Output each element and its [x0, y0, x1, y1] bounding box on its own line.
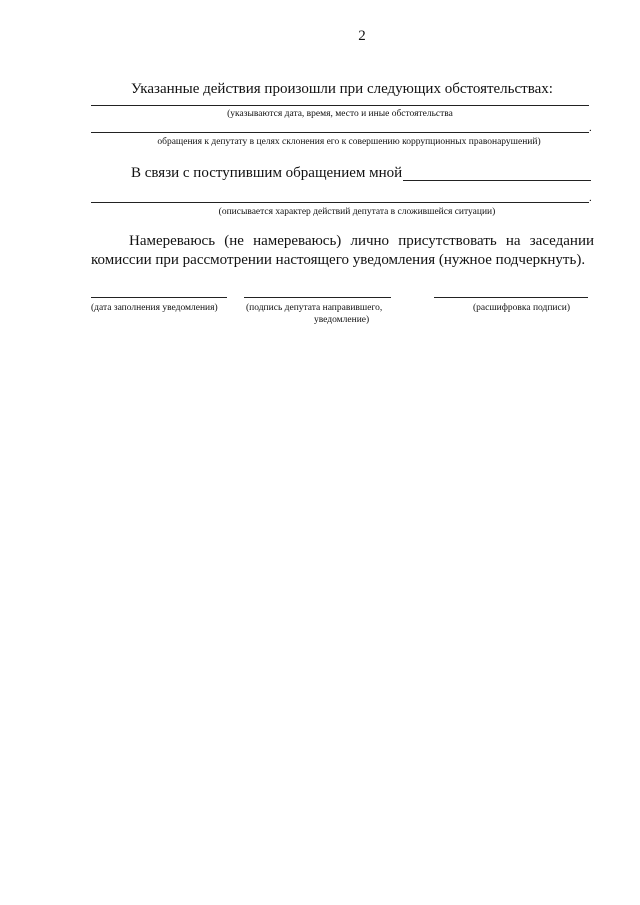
signature-caption-2: уведомление): [314, 315, 370, 325]
appeal-line-2-period: .: [589, 192, 592, 204]
date-caption: (дата заполнения уведомления): [91, 303, 218, 313]
appeal-line-1[interactable]: [403, 180, 591, 181]
circumstances-caption-2: обращения к депутату в целях склонения его к совершению коррупционных правонарушений): [157, 137, 541, 147]
circumstances-caption-1: (указываются дата, время, место и иные обстоятельства: [227, 109, 453, 119]
page-number: 2: [358, 28, 366, 44]
decoding-line[interactable]: [434, 297, 588, 298]
appeal-intro-text: В связи с поступившим обращением мной: [131, 165, 403, 181]
appeal-caption: (описывается характер действий депутата в сложившейся ситуации): [218, 207, 496, 217]
attendance-line-2: комиссии при рассмотрении настоящего уведомления (нужное подчеркнуть).: [91, 252, 586, 268]
circumstances-heading: Указанные действия произошли при следующих обстоятельствах:: [131, 81, 553, 97]
circumstances-line-2-period: .: [589, 122, 592, 134]
signature-caption-1: (подпись депутата направившего,: [246, 303, 383, 313]
attendance-line-1: Намереваюсь (не намереваюсь) лично присутствовать на заседании: [129, 233, 594, 249]
decoding-caption: (расшифровка подписи): [473, 303, 570, 313]
circumstances-line-1[interactable]: [91, 105, 589, 106]
circumstances-line-2[interactable]: [91, 132, 589, 133]
signature-line[interactable]: [244, 297, 391, 298]
attendance-paragraph: [91, 232, 594, 270]
date-line[interactable]: [91, 297, 227, 298]
appeal-line-2[interactable]: [91, 202, 589, 203]
